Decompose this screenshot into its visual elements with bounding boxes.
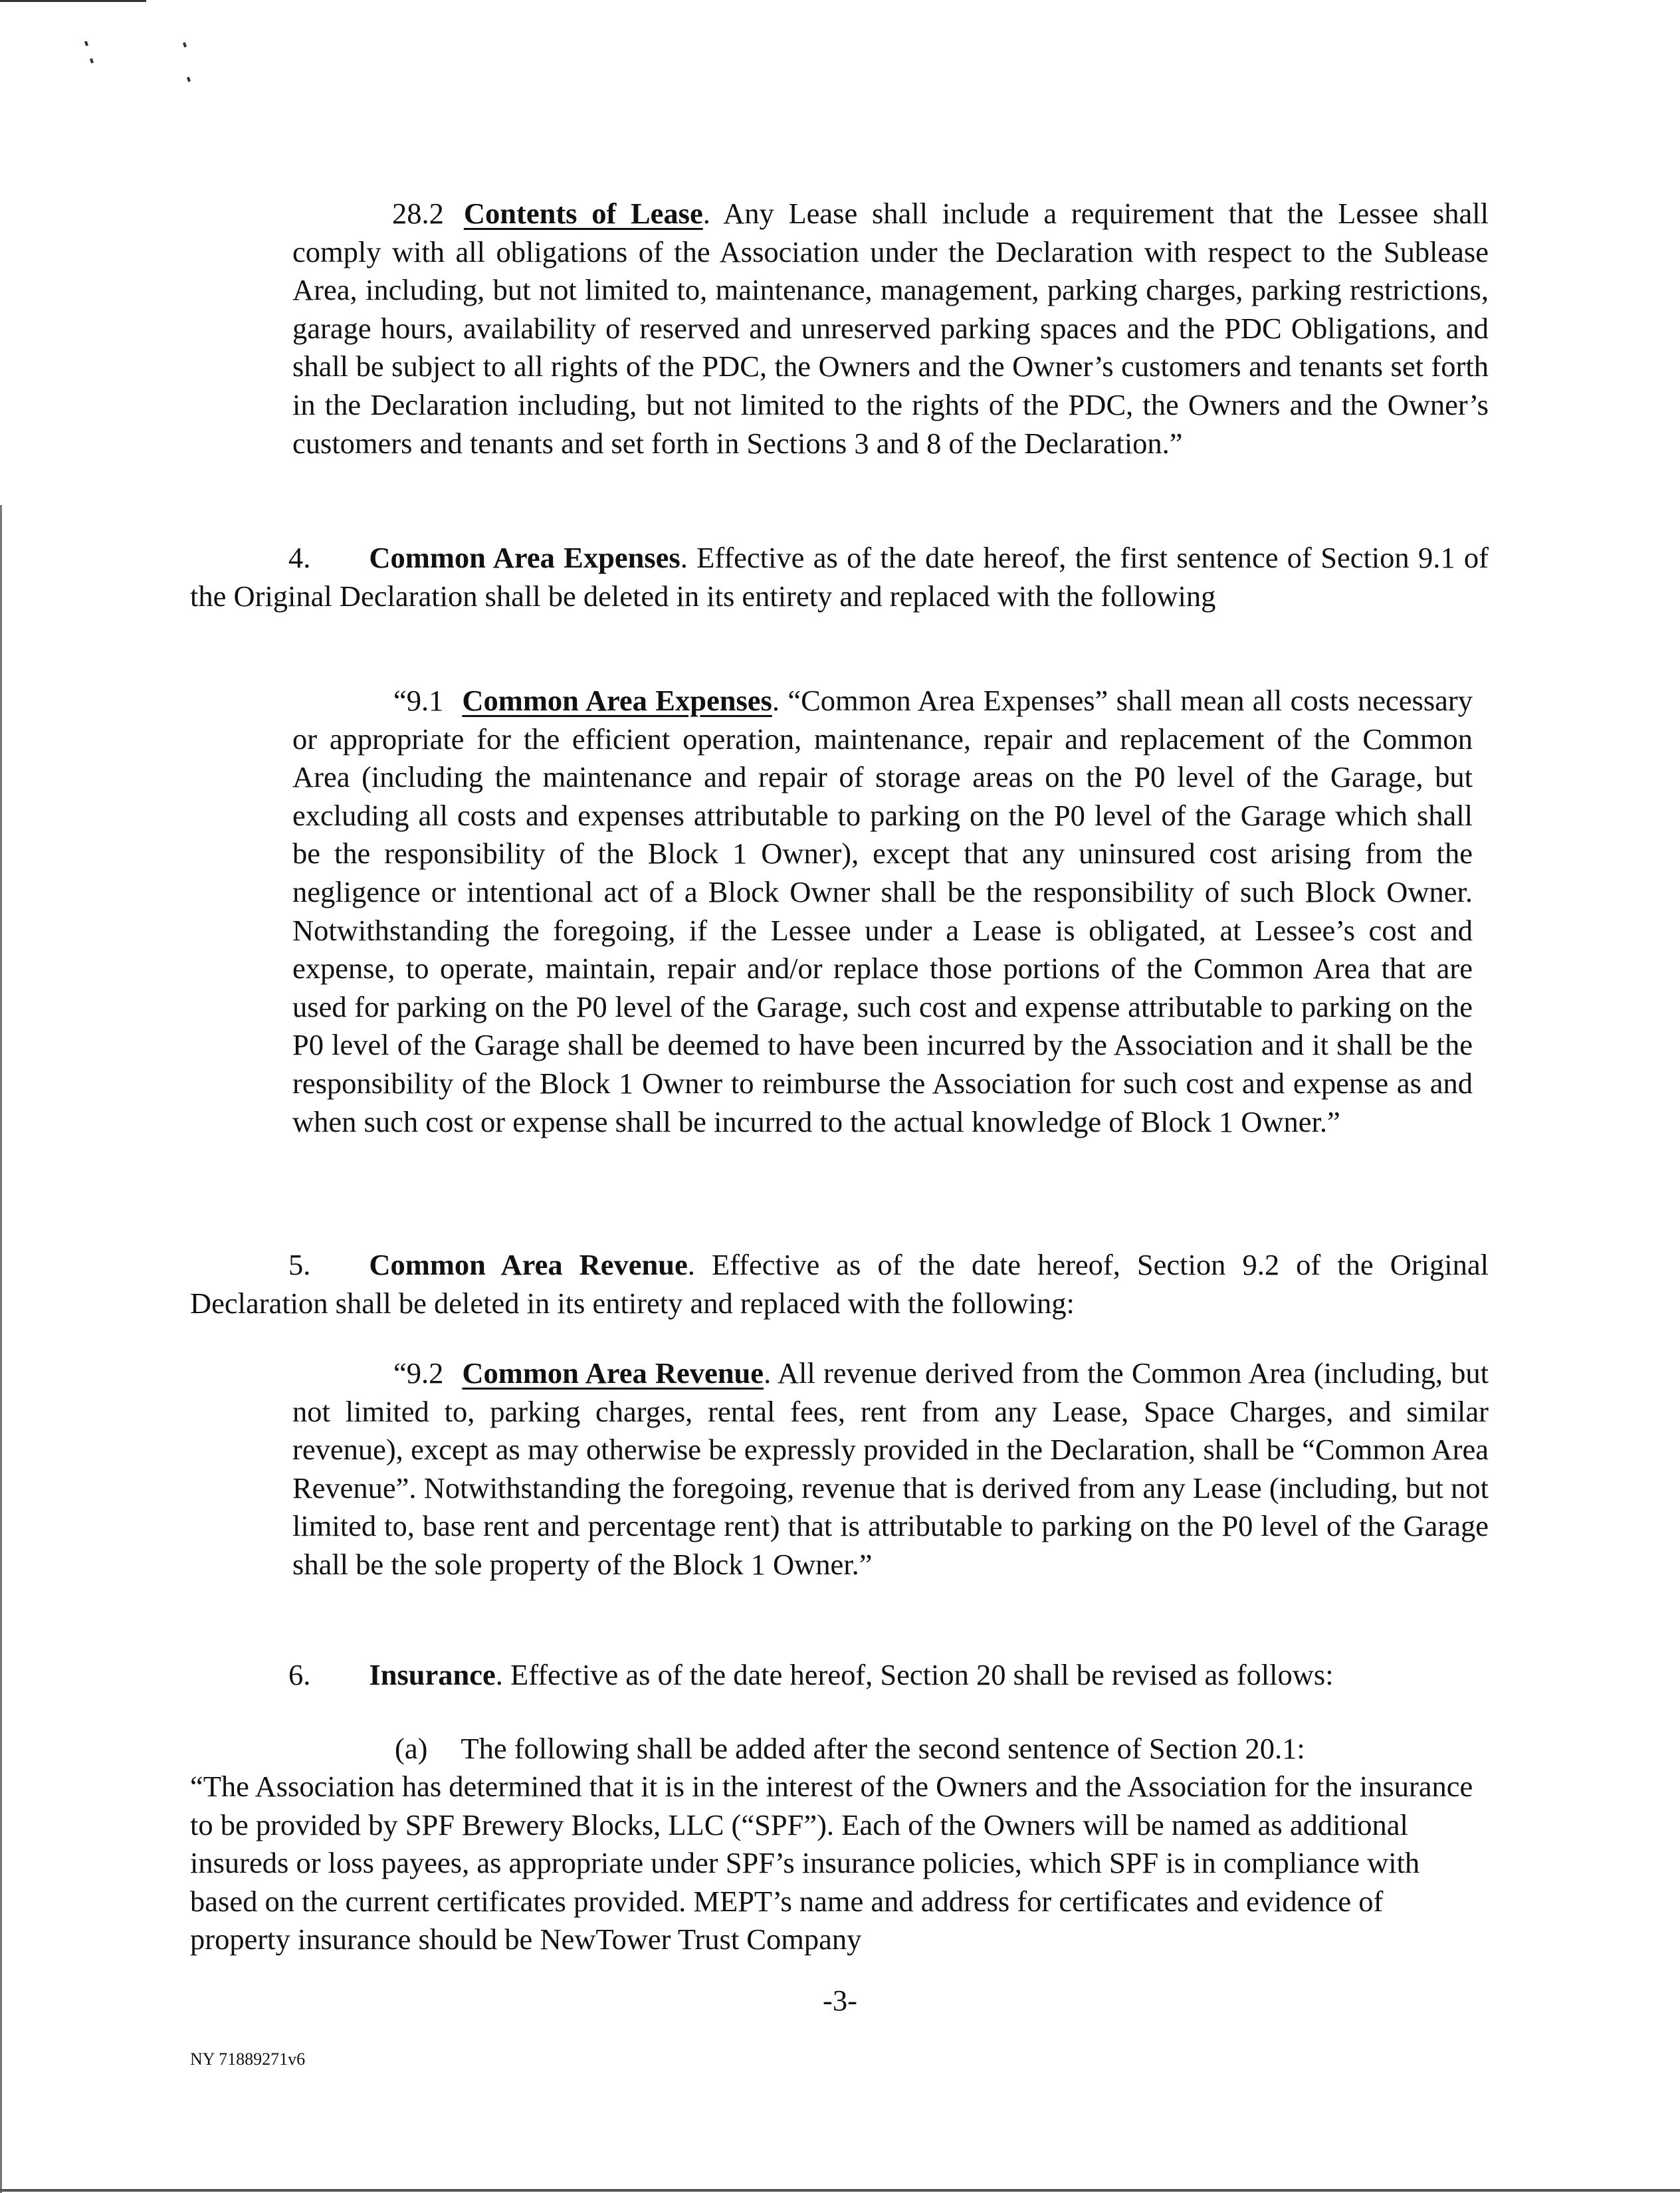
section-4-text: . Effective as of the date hereof, the first sentence of Section 9.1 of the Original Declaration shall be deleted in its entirety and replaced with the following <box>190 541 1489 613</box>
section-9-2-number: “9.2 <box>393 1356 444 1390</box>
section-9-1-heading: Common Area Expenses <box>462 684 772 717</box>
section-9-2-text: . All revenue derived from the Common Area (including, but not limited to, parking charges, rental fees, rent from any Lease, Space Charges, and similar revenue), except as may otherwise be expressly provided in the Declaration, shall be “Common Area Revenue”. Notwithstanding the foregoing, revenue that is derived from any Lease (including, but not limited to, base rent and percentage rent) that is attributable to parking on the P0 level of the Garage shall be the sole property of the Block 1 Owner.” <box>292 1356 1489 1581</box>
section-6-heading: Insurance <box>369 1658 496 1691</box>
scan-speck <box>183 43 187 48</box>
section-6a-first-line <box>190 1730 1489 1768</box>
section-9-1-paragraph <box>292 682 1473 1141</box>
document-id: NY 71889271v6 <box>190 2049 306 2069</box>
scan-edge-bottom <box>0 2189 1680 2192</box>
scan-speck <box>187 77 191 82</box>
scan-speck <box>84 41 88 47</box>
scan-edge-top <box>0 0 146 2</box>
section-9-1-number: “9.1 <box>393 684 444 717</box>
section-9-2-heading: Common Area Revenue <box>462 1356 764 1390</box>
section-28-2-heading: Contents of Lease <box>463 197 703 230</box>
section-6a-label: (a) <box>395 1732 428 1765</box>
section-9-1-text: . “Common Area Expenses” shall mean all costs necessary or appropriate for the efficient operation, maintenance, repair and replacement of the Common Area (including the maintenance and repair of storage areas on the P0 level of the Garage, but excluding all costs and expenses attributable to parking on the P0 level of the Garage which shall be the responsibility of the Block 1 Owner), except that any uninsured cost arising from the negligence or intentional act of a Block Owner shall be the responsibility of such Block Owner. Notwithstanding the foregoing, if the Lessee under a Lease is obligated, at Lessee’s cost and expense, to operate, maintain, repair and/or replace those portions of the Common Area that are used for parking on the P0 level of the Garage, such cost and expense attributable to parking on the P0 level of the Garage shall be deemed to have been incurred by the Association and it shall be the responsibility of the Block 1 Owner to reimburse the Association for such cost and expense as and when such cost or expense shall be incurred to the actual knowledge of Block 1 Owner.” <box>292 684 1473 1138</box>
section-28-2-number: 28.2 <box>392 197 444 230</box>
section-6-number: 6. <box>288 1658 311 1691</box>
section-4-paragraph <box>190 539 1489 615</box>
section-28-2-text: . Any Lease shall include a requirement that the Lessee shall comply with all obligations of the Association under the Declaration with respect to the Sublease Area, including, but not limited to, maintenance, management, parking charges, parking restrictions, garage hours, availability of reserved and unreserved parking spaces and the PDC Obligations, and shall be subject to all rights of the PDC, the Owners and the Owner’s customers and tenants set forth in the Declaration including, but not limited to the rights of the PDC, the Owners and the Owner’s customers and tenants and set forth in Sections 3 and 8 of the Declaration.” <box>292 197 1489 460</box>
scan-speck <box>90 58 94 64</box>
section-6-text: . Effective as of the date hereof, Section 20 shall be revised as follows: <box>495 1658 1334 1691</box>
section-28-2-paragraph <box>292 195 1489 463</box>
section-6a-paragraph: “The Association has determined that it is in the interest of the Owners and the Association for the insurance to be provided by SPF Brewery Blocks, LLC (“SPF”). Each of the Owners will be named as additional insureds or loss payees, as appropriate under SPF’s insurance policies, which SPF is in compliance with based on the current certificates provided. MEPT’s name and address for certificates and evidence of property insurance should be NewTower Trust Company <box>190 1770 1473 1956</box>
section-4-number: 4. <box>288 541 311 574</box>
page-number: -3- <box>823 1984 857 2017</box>
section-5-text: . Effective as of the date hereof, Section 9.2 of the Original Declaration shall be deleted in its entirety and replaced with the following: <box>190 1248 1489 1320</box>
scan-edge-left <box>0 505 2 2193</box>
section-6a-first-line-text: The following shall be added after the second sentence of Section 20.1: <box>461 1732 1305 1765</box>
section-5-heading: Common Area Revenue <box>369 1248 688 1281</box>
section-5-number: 5. <box>288 1248 311 1281</box>
section-4-heading: Common Area Expenses <box>369 541 681 574</box>
section-6-paragraph <box>190 1656 1489 1695</box>
section-9-2-paragraph <box>292 1354 1489 1584</box>
section-5-paragraph <box>190 1246 1489 1322</box>
